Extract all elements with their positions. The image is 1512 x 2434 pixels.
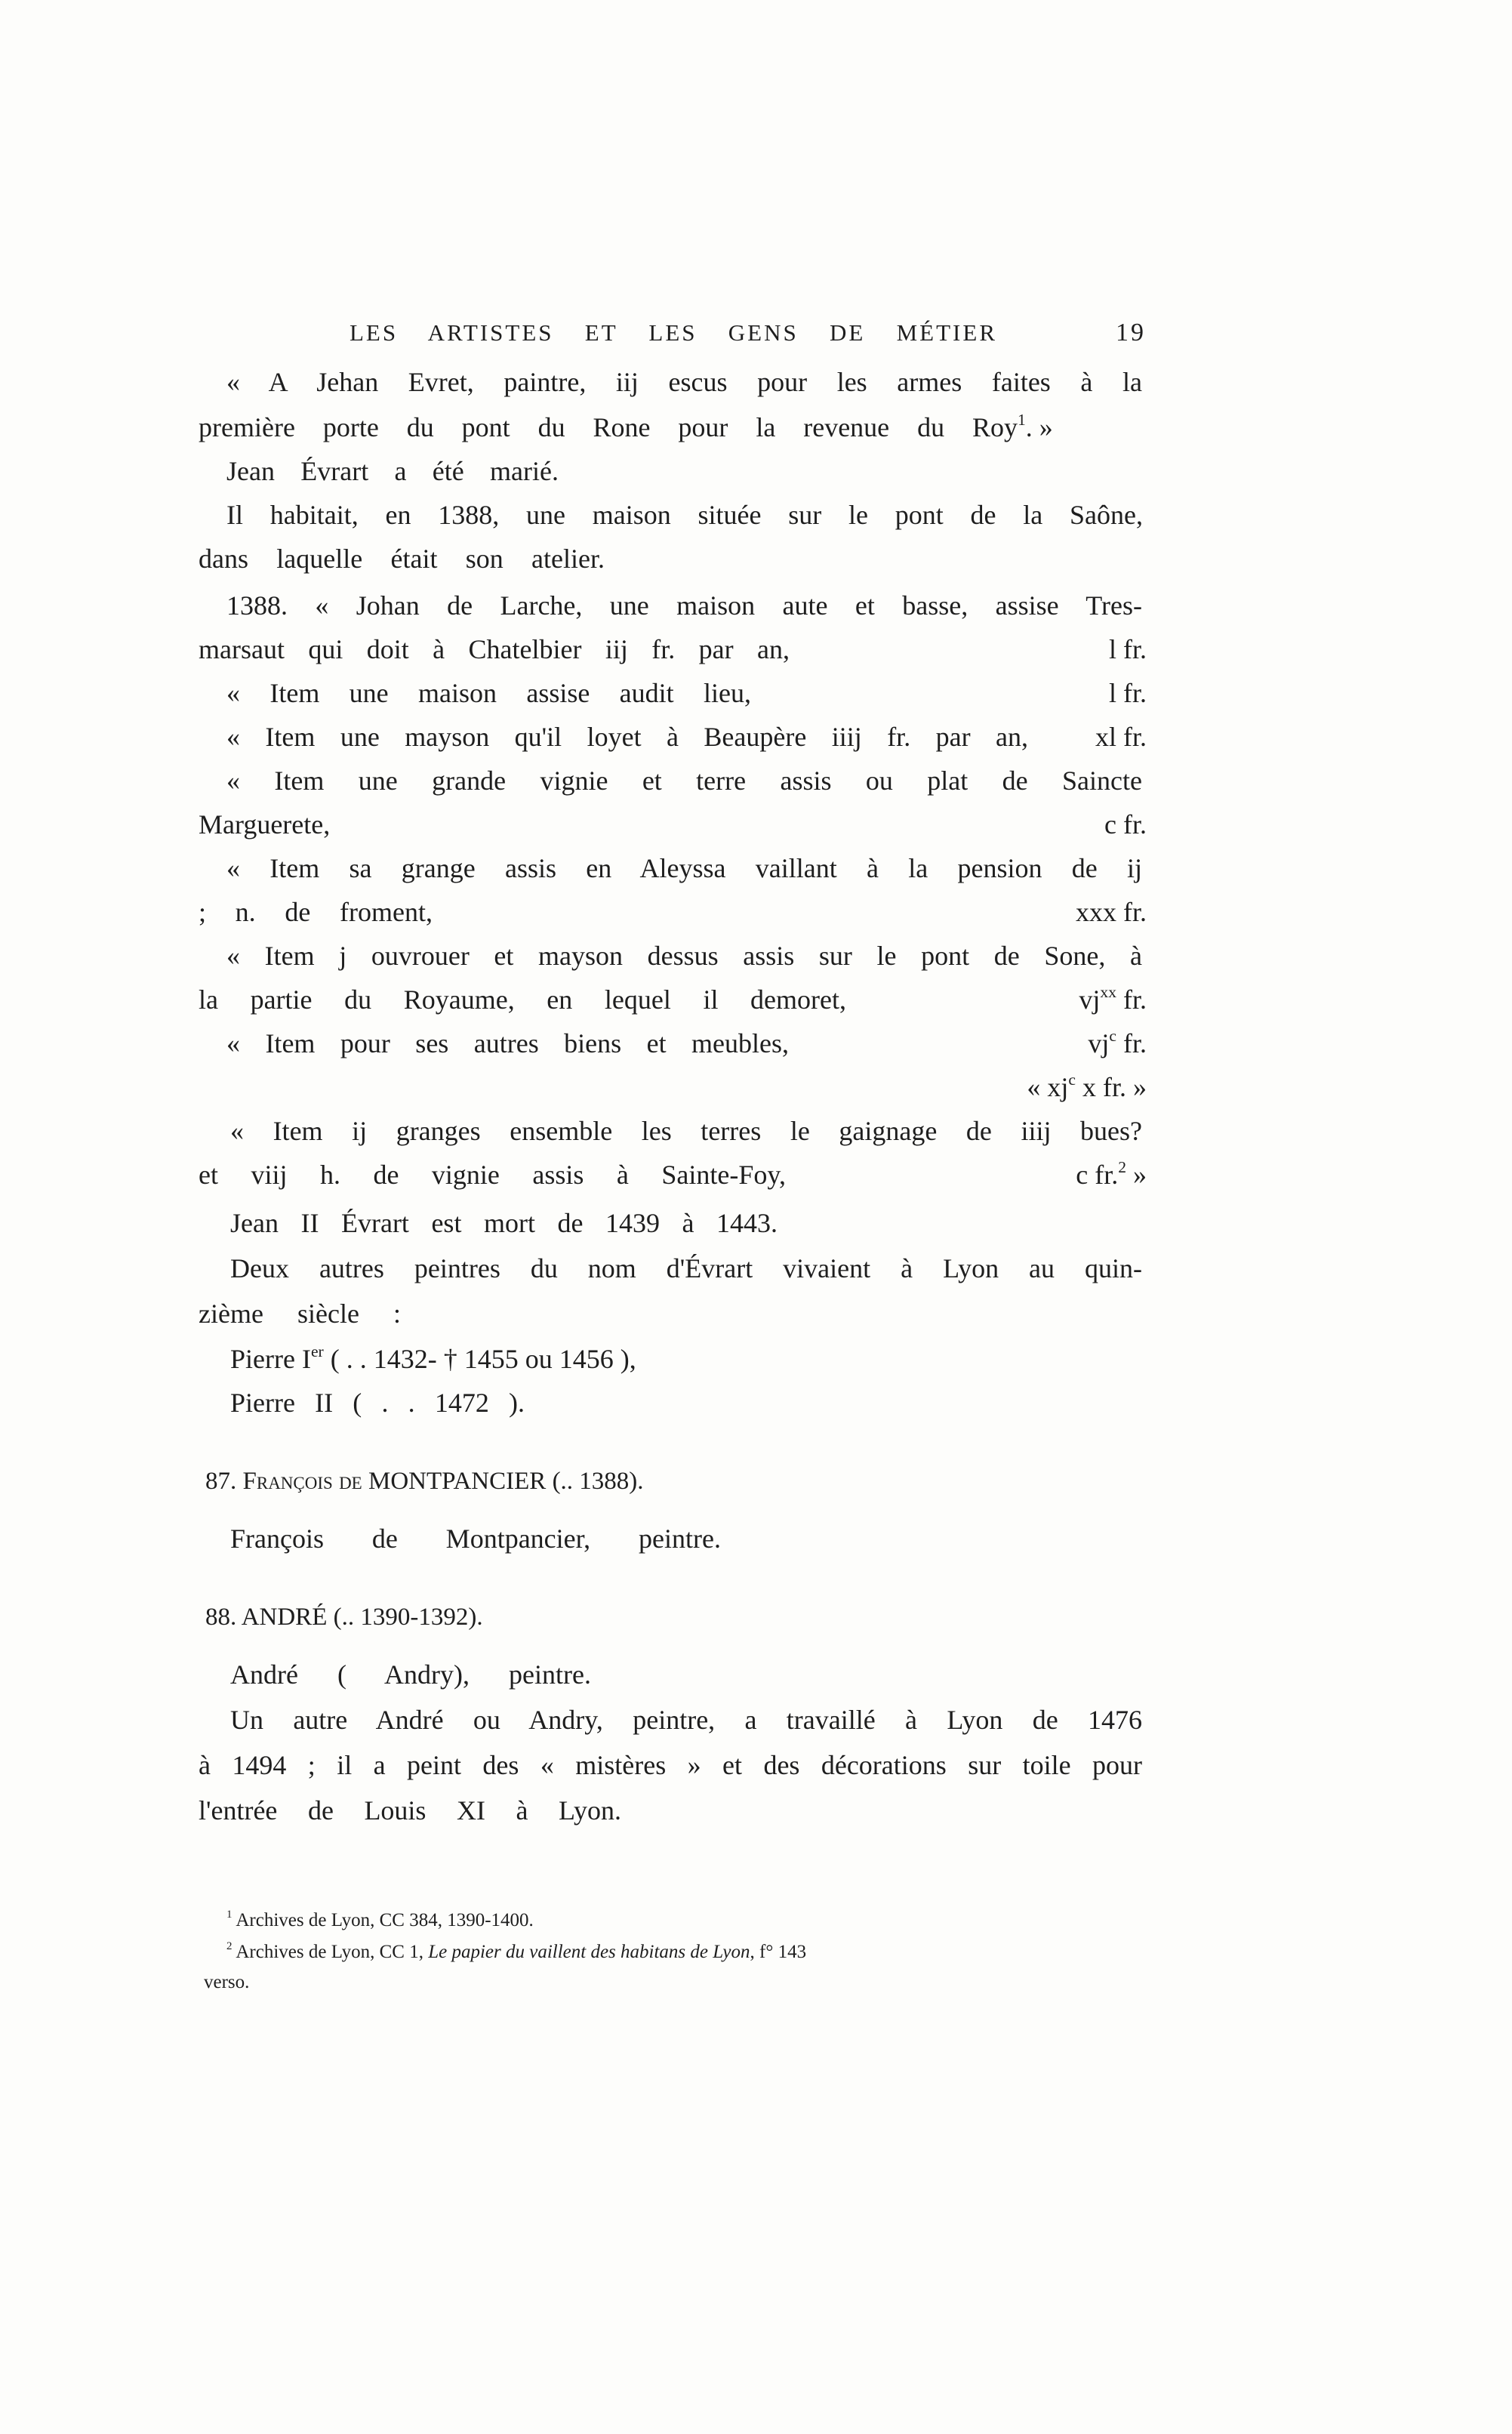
body-line-5-text: dans laquelle était son atelier.	[199, 544, 605, 574]
running-title	[350, 315, 997, 351]
body-line-21	[230, 1250, 1142, 1286]
body-line-19	[199, 1157, 786, 1193]
footnote-2-line-2: verso.	[204, 1972, 250, 1992]
body-line-7-text: marsaut qui doit à Chatelbier iij fr. par an,	[199, 634, 790, 664]
body-line-18-text: « Item ij granges ensemble les terres le gaignage de iiij bues?	[230, 1116, 1142, 1146]
body-line-15	[199, 981, 846, 1018]
footnote-ref-2: 2	[1118, 1158, 1126, 1176]
body-line-14-text: « Item j ouvrouer et mayson dessus assis sur le pont de Sone, à	[226, 941, 1142, 971]
entry-88-heading	[205, 1599, 483, 1635]
entry-88-line-1	[230, 1656, 591, 1693]
entry-87-dates: (.. 1388).	[552, 1468, 644, 1495]
total-b: x fr. »	[1076, 1072, 1147, 1102]
footnote-2-mark: 2	[226, 1939, 232, 1952]
body-line-7	[199, 631, 790, 667]
entry-88-line-2	[230, 1702, 1142, 1738]
amount-15-sup: xx	[1100, 983, 1116, 1001]
body-line-23-sup: er	[310, 1342, 324, 1360]
body-line-2-text: première porte du pont du Rone pour la revenue du Roy	[199, 412, 1018, 442]
body-line-23-b: ( . . 1432- † 1455 ou 1456 ),	[323, 1344, 636, 1374]
amount-16	[1088, 1025, 1147, 1061]
body-line-9-text: « Item une mayson qu'il loyet à Beaupère iiij fr. par an,	[226, 722, 1028, 752]
body-line-2	[199, 409, 1053, 445]
footnote-1-text: Archives de Lyon, CC 384, 1390-1400.	[236, 1910, 534, 1930]
body-line-24	[230, 1385, 525, 1421]
entry-87-text-line: François de Montpancier, peintre.	[230, 1524, 721, 1554]
body-line-6	[226, 587, 1142, 624]
body-line-13-text: ; n. de froment,	[199, 897, 433, 927]
body-line-20-text: Jean II Évrart est mort de 1439 à 1443.	[230, 1208, 778, 1238]
body-line-10	[226, 763, 1142, 799]
total-line	[1027, 1069, 1147, 1105]
amount-11: c fr.	[1104, 809, 1147, 840]
amount-15-a: vj	[1079, 984, 1101, 1015]
total-sup: c	[1068, 1071, 1076, 1089]
total-a: « xj	[1027, 1072, 1069, 1102]
body-line-11-text: Marguerete,	[199, 809, 331, 840]
body-line-19-text: et viij h. de vignie assis à Sainte-Foy,	[199, 1160, 786, 1190]
entry-87-surname: MONTPANCIER	[368, 1468, 547, 1495]
entry-87-name: François de	[242, 1468, 362, 1495]
amount-15-b: fr.	[1116, 984, 1147, 1015]
body-line-6-text: 1388. « Johan de Larche, une maison aute et basse, assise Tres-	[226, 590, 1142, 621]
body-line-2-end: . »	[1025, 412, 1053, 442]
amount-16-b: fr.	[1116, 1028, 1147, 1058]
amount-19	[1076, 1157, 1147, 1193]
footnote-2-text-b: , f° 143	[750, 1942, 807, 1962]
entry-88-line-3-text: à 1494 ; il a peint des « mistères » et des décorations sur toile pour	[199, 1750, 1142, 1780]
amount-9: xl fr.	[1095, 722, 1147, 752]
body-line-23-a: Pierre I	[230, 1344, 311, 1374]
body-line-8	[226, 675, 751, 711]
footnote-1	[226, 1909, 534, 1933]
amount-19-text: c fr.	[1076, 1160, 1119, 1190]
body-line-16-text: « Item pour ses autres biens et meubles,	[226, 1028, 789, 1058]
body-line-3	[226, 453, 559, 489]
footnote-ref-1: 1	[1018, 411, 1026, 429]
body-line-1	[226, 364, 1142, 400]
entry-88-name: ANDRÉ	[241, 1604, 328, 1631]
body-line-4-text: Il habitait, en 1388, une maison située sur le pont de la Saône,	[226, 500, 1143, 530]
body-line-14	[226, 938, 1142, 974]
footnote-2-text-a: Archives de Lyon, CC 1,	[236, 1942, 429, 1962]
body-line-12-text: « Item sa grange assis en Aleyssa vaillant à la pension de ij	[226, 853, 1142, 883]
body-line-12	[226, 850, 1142, 886]
entry-87-number: 87.	[205, 1468, 237, 1495]
footnote-2	[226, 1940, 806, 1964]
body-line-20	[230, 1205, 778, 1241]
entry-88-line-4	[199, 1792, 621, 1829]
entry-87-heading	[205, 1463, 644, 1499]
body-line-4	[226, 497, 1143, 533]
footnote-2-continued	[204, 1970, 249, 1995]
body-line-10-text: « Item une grande vignie et terre assis ou plat de Saincte	[226, 766, 1142, 796]
body-line-23	[230, 1341, 636, 1377]
amount-16-a: vj	[1088, 1028, 1110, 1058]
body-line-8-text: « Item une maison assise audit lieu,	[226, 678, 751, 708]
amount-8: l fr.	[1109, 678, 1147, 708]
entry-88-line-1-text: André ( Andry), peintre.	[230, 1659, 591, 1690]
body-line-24-text: Pierre II ( . . 1472 ).	[230, 1388, 525, 1418]
body-line-1-text: « A Jehan Evret, paintre, iij escus pour les armes faites à la	[226, 367, 1142, 397]
body-line-11	[199, 806, 330, 843]
body-line-18	[230, 1113, 1142, 1149]
entry-87-text	[230, 1520, 721, 1557]
footnote-2-title: Le papier du vaillent des habitans de Lyon	[428, 1942, 750, 1962]
body-line-9	[226, 719, 1028, 755]
amount-7: l fr.	[1109, 634, 1147, 664]
body-line-16	[226, 1025, 789, 1061]
body-line-21-text: Deux autres peintres du nom d'Évrart vivaient à Lyon au quin-	[230, 1253, 1142, 1283]
running-title-text: LES ARTISTES ET LES GENS DE MÉTIER	[350, 319, 997, 346]
entry-88-line-3	[199, 1747, 1142, 1783]
body-line-15-text: la partie du Royaume, en lequel il demoret,	[199, 984, 846, 1015]
amount-15	[1079, 981, 1147, 1018]
body-line-22	[199, 1296, 401, 1332]
entry-88-number: 88.	[205, 1604, 237, 1631]
body-line-13	[199, 894, 433, 930]
amount-19-end: »	[1126, 1160, 1147, 1190]
amount-16-sup: c	[1109, 1027, 1116, 1045]
footnote-1-mark: 1	[226, 1908, 232, 1921]
entry-88-dates: (.. 1390-1392).	[333, 1604, 483, 1631]
entry-88-line-4-text: l'entrée de Louis XI à Lyon.	[199, 1795, 621, 1826]
page-number: 19	[1116, 319, 1146, 347]
amount-13: xxx fr.	[1076, 897, 1147, 927]
body-line-3-text: Jean Évrart a été marié.	[226, 456, 559, 486]
body-line-5	[199, 541, 605, 577]
entry-88-line-2-text: Un autre André ou Andry, peintre, a travaillé à Lyon de 1476	[230, 1705, 1142, 1735]
body-line-22-text: zième siècle :	[199, 1299, 401, 1329]
